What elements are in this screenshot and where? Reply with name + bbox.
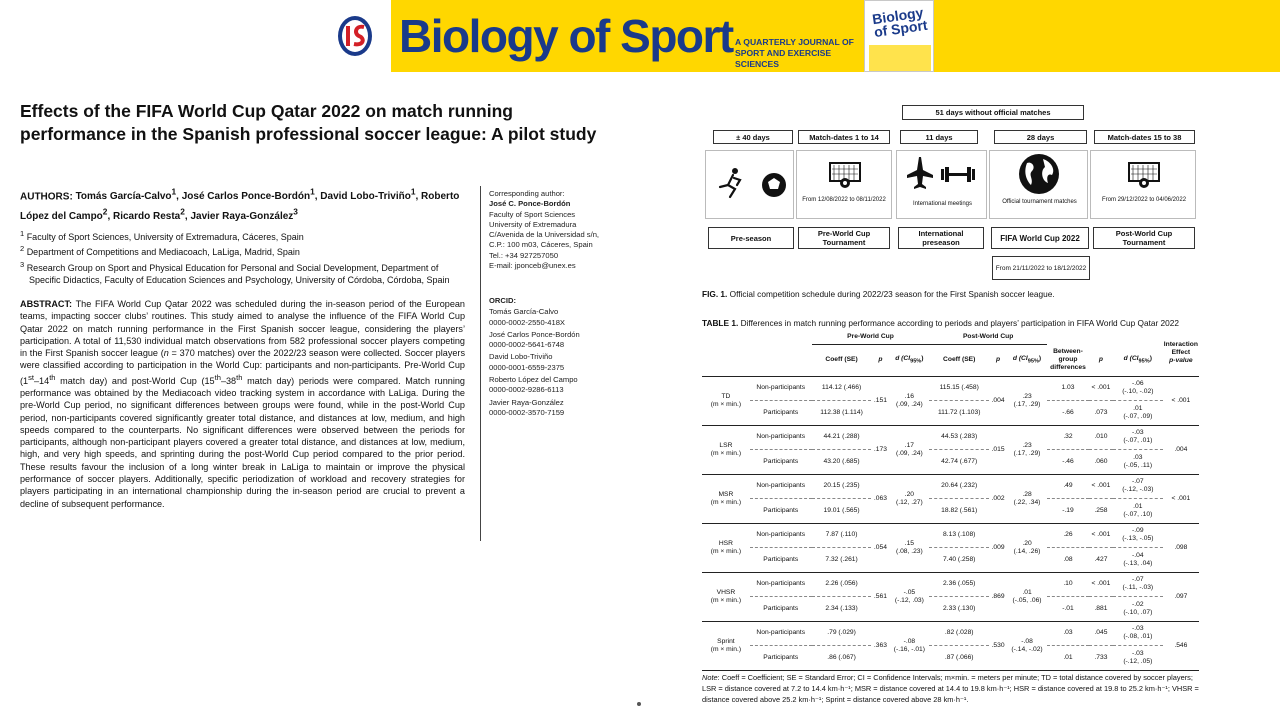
post-world-cup-panel: From 29/12/2022 to 04/06/2022 bbox=[1090, 150, 1196, 219]
preseason-panel bbox=[705, 150, 794, 219]
journal-cover-thumbnail bbox=[864, 0, 934, 72]
soccer-goal-icon bbox=[797, 151, 893, 196]
author-name: Javier Raya-González bbox=[187, 210, 294, 222]
affiliation-1: $^1$ Faculty of Sport Sciences, University of Extremadura, Cáceres, Spain bbox=[20, 229, 304, 242]
table-row: MSR (m × min.) Non-participants 20.15 (.235) .063 .20 (.12, .27) 20.64 (.232) .002 .28 (.22, .34) .49 < .001 -.07 (-.12, -.03) < .001 bbox=[702, 474, 1199, 499]
table-row: Participants 43.20 (.685) 42.74 (.677) -.46 .060 .03 (-.05, .11) bbox=[702, 450, 1199, 475]
journal-name: Biology of Sport bbox=[399, 10, 733, 62]
period-box: International preseason bbox=[898, 227, 984, 249]
international-preseason-panel: International meetings bbox=[896, 150, 987, 219]
orcid-label: ORCID: bbox=[489, 296, 516, 305]
orcid-entry: Roberto López del Campo 0000-0002-9286-6113 bbox=[489, 375, 578, 395]
figure-caption: FIG. 1. Official competition schedule during 2022/23 season for the First Spanish soccer league. bbox=[702, 289, 1055, 299]
corr-name: José C. Ponce-Bordón bbox=[489, 199, 571, 209]
results-table bbox=[702, 331, 1199, 671]
soccer-goal-icon bbox=[1091, 151, 1197, 196]
table-row: Participants .86 (.067) .87 (.066) .01 .733 -.03 (-.12, .05) bbox=[702, 646, 1199, 671]
pre-world-cup-header: Pre-World Cup bbox=[812, 331, 930, 344]
pre-world-cup-panel: From 12/08/2022 to 08/11/2022 bbox=[796, 150, 892, 219]
author-name: David Lobo-Triviño bbox=[317, 191, 411, 203]
table-row: LSR (m × min.) Non-participants 44.21 (.288) .173 .17 (.09, .24) 44.53 (.283) .015 .23 (.17, .29) .32 .010 -.03 (-.07, .01) .004 bbox=[702, 425, 1199, 450]
runner-ball-icon bbox=[706, 151, 795, 218]
period-box: Post-World Cup Tournament bbox=[1093, 227, 1195, 249]
article-title bbox=[20, 100, 640, 146]
table-body bbox=[702, 376, 1199, 670]
corr-label: Corresponding author: bbox=[489, 189, 565, 198]
orcid-entry: David Lobo-Triviño 0000-0001-6559-2375 bbox=[489, 352, 565, 372]
orcid-entry: Javier Raya-González 0000-0002-3570-7159 bbox=[489, 397, 565, 417]
table-note: Note: Coeff = Coefficient; SE = Standard Error; CI = Confidence Intervals; m×min. = meters per minute; TD = total distance covered by soccer players; LSR = distance covered at 7.2 to 14.4 km·h⁻¹; MSR = distance covered at 14.4 to 19.8 km·h⁻¹; HSR = distance covered at 19.8 to 25.2 km·h⁻¹; VHSR = distance covered above 25.2 km·h⁻¹; Sprint = distance covered above 28 km·h⁻¹. bbox=[702, 673, 1199, 705]
authors-names: Tomás García-Calvo$^1$, José Carlos Ponce-Bordón$^1$, David Lobo-Triviño$^1$, Roberto López del Campo$^2$, Ricardo Resta$^2$, Javier Raya-González$^3$ bbox=[20, 187, 460, 222]
author-name: Roberto López del Campo bbox=[20, 191, 460, 222]
journal-tagline: A QUARTERLY JOURNAL OF SPORT AND EXERCISE SCIENCES bbox=[735, 37, 854, 69]
period-box: Pre-World Cup Tournament bbox=[798, 227, 890, 249]
table-row: Participants 19.01 (.565) 18.82 (.561) -.19 .258 .01 (-.07, .10) bbox=[702, 499, 1199, 524]
authors-label: AUTHORS: bbox=[20, 191, 73, 203]
table-row: Sprint (m × min.) Non-participants .79 (.029) .363 -.08 (-.16, -.01) .82 (.028) .530 -.08 (-.14, -.02) .03 .045 -.03 (-.08, .01) .546 bbox=[702, 621, 1199, 646]
break-days-box: 51 days without official matches bbox=[902, 105, 1084, 120]
globe-icon bbox=[990, 151, 1089, 196]
author-name: José Carlos Ponce-Bordón bbox=[178, 191, 311, 203]
affiliation-3: $^3$ Research Group on Sport and Physical Education for Personal and Social Development, Department of Specific Didactics, Faculty of Education Sciences and Psychology, University of Córdoba, Córdoba, Spain bbox=[20, 259, 450, 286]
corr-email[interactable]: E-mail: jponceb@unex.es bbox=[489, 261, 576, 271]
table-caption: TABLE 1. Differences in match running performance according to periods and players’ participation in FIFA World Cup Qatar 2022 bbox=[702, 318, 1180, 328]
journal-banner bbox=[319, 0, 1280, 72]
abstract: ABSTRACT: The FIFA World Cup Qatar 2022 was scheduled during the in-season period of the European teams, impacting soccer clubs’ routines. This study aimed to analyse the influence of the FIFA World Cup Qatar 2022 on match running performance in the First Spanish soccer league, considering the players’ participation. A total of 11,530 individual match observations from 582 professional soccer players competing in the First Spanish soccer league (n = 370 matches) over the 2022/23 season were collected. Soccer players were classified according to participation in the World Cup: participants and non-participants. Pre-World Cup (1st–14th match day) and post-World Cup (15th–38th match day) periods were compared. Match running performance was obtained by the Mediacoach video tracking system in accordance with LaLiga. During the pre-World Cup period, no significant differences between groups were found, while in the post-World Cup period, non-participants covered significantly greater total distance, and distances at low, medium, and high speeds compared to the counterparts. No significant differences were observed between the periods for participants, although non-participant players covered a greater total distance, and distances at low, medium, high, and very high speeds, and sprinting during the post-World Cup period compared to the prior period. These results favour the inclusion of a long winter break in LaLiga to maintain or improve the physical performance of soccer players. Additionally, specific periodization of workload and recovery strategies for players participating in an international championship during the in-season period are crucial to prevent a decline of subsequent performance. bbox=[20, 299, 465, 509]
author-name: Tomás García-Calvo bbox=[75, 191, 172, 203]
duration-box: 11 days bbox=[900, 130, 978, 144]
page-indicator-dot bbox=[637, 702, 641, 706]
title-line-2: performance in the Spanish professional soccer league: A pilot study bbox=[20, 124, 597, 144]
world-cup-dates-box: From 21/11/2022 to 18/12/2022 bbox=[992, 256, 1090, 280]
duration-box: Match-dates 15 to 38 bbox=[1094, 130, 1195, 144]
interaction-header: Interaction Effect p-value bbox=[1163, 331, 1199, 376]
table-row: Participants 2.34 (.133) 2.33 (.130) -.01 .881 -.02 (-.10, .07) bbox=[702, 597, 1199, 622]
orcid-entry: José Carlos Ponce-Bordón 0000-0002-5641-6748 bbox=[489, 329, 580, 350]
post-world-cup-header: Post-World Cup bbox=[929, 331, 1047, 344]
cover-strip bbox=[869, 45, 931, 71]
title-line-1: Effects of the FIFA World Cup Qatar 2022 on match running bbox=[20, 101, 513, 121]
journal-logo-icon bbox=[319, 0, 391, 72]
author-name: Ricardo Resta bbox=[110, 210, 181, 222]
table-row: TD (m × min.) Non-participants 114.12 (.466) .151 .16 (.09, .24) 115.15 (.458) .004 .23 (.17, .29) 1.03 < .001 -.06 (-.10, -.02) < .001 bbox=[702, 376, 1199, 401]
orcid-list bbox=[489, 296, 619, 420]
competition-schedule-figure bbox=[700, 100, 1200, 290]
affiliation-2: $^2$ Department of Competitions and Mediacoach, LaLiga, Madrid, Spain bbox=[20, 244, 300, 258]
affiliations bbox=[20, 228, 470, 287]
sidebar-divider bbox=[480, 186, 481, 541]
duration-box: 28 days bbox=[994, 130, 1087, 144]
cover-title: Biology of Sport bbox=[871, 4, 929, 41]
journal-logo bbox=[319, 0, 391, 72]
corresponding-author: Corresponding author: José C. Ponce-Bordón Faculty of Sport Sciences University of Extremadura C/Avenida de la Universidad s/n, C.P.: 100 m03, Cáceres, Spain Tel.: +34 927257050 E-mail: jponceb@unex.es bbox=[489, 189, 619, 271]
plane-dumbbell-icon bbox=[897, 151, 988, 196]
table-row: VHSR (m × min.) Non-participants 2.26 (.056) .561 -.05 (-.12, .03) 2.36 (.055) .869 .01 (-.05, .06) .10 < .001 -.07 (-.11, -.03) .097 bbox=[702, 572, 1199, 597]
orcid-entry: Tomás García-Calvo 0000-0002-2550-418X bbox=[489, 307, 566, 327]
abstract-label: ABSTRACT: bbox=[20, 299, 73, 309]
duration-box: ± 40 days bbox=[713, 130, 793, 144]
table-row: HSR (m × min.) Non-participants 7.87 (.110) .054 .15 (.08, .23) 8.13 (.108) .009 .20 (.14, .26) .26 < .001 -.09 (-.13, -.05) .098 bbox=[702, 523, 1199, 548]
author-list bbox=[20, 185, 465, 224]
table-header: Pre-World Cup Post-World Cup Interaction Effect p-value Coeff (SE) p d $(CI_{95\%})$ Coeff (SE) p d $(CI_{95\%})$ Between-group differences p d $(CI_{95\%})$ bbox=[702, 331, 1199, 376]
period-box: Pre-season bbox=[708, 227, 794, 249]
period-box: FIFA World Cup 2022 bbox=[991, 227, 1089, 249]
world-cup-panel: Official tournament matches bbox=[989, 150, 1088, 219]
table-row: Participants 112.38 (1.114) 111.72 (1.103) -.66 .073 .01 (-.07, .09) bbox=[702, 401, 1199, 426]
table-row: Participants 7.32 (.261) 7.40 (.258) .08 .427 -.04 (-.13, .04) bbox=[702, 548, 1199, 573]
duration-box: Match-dates 1 to 14 bbox=[798, 130, 890, 144]
